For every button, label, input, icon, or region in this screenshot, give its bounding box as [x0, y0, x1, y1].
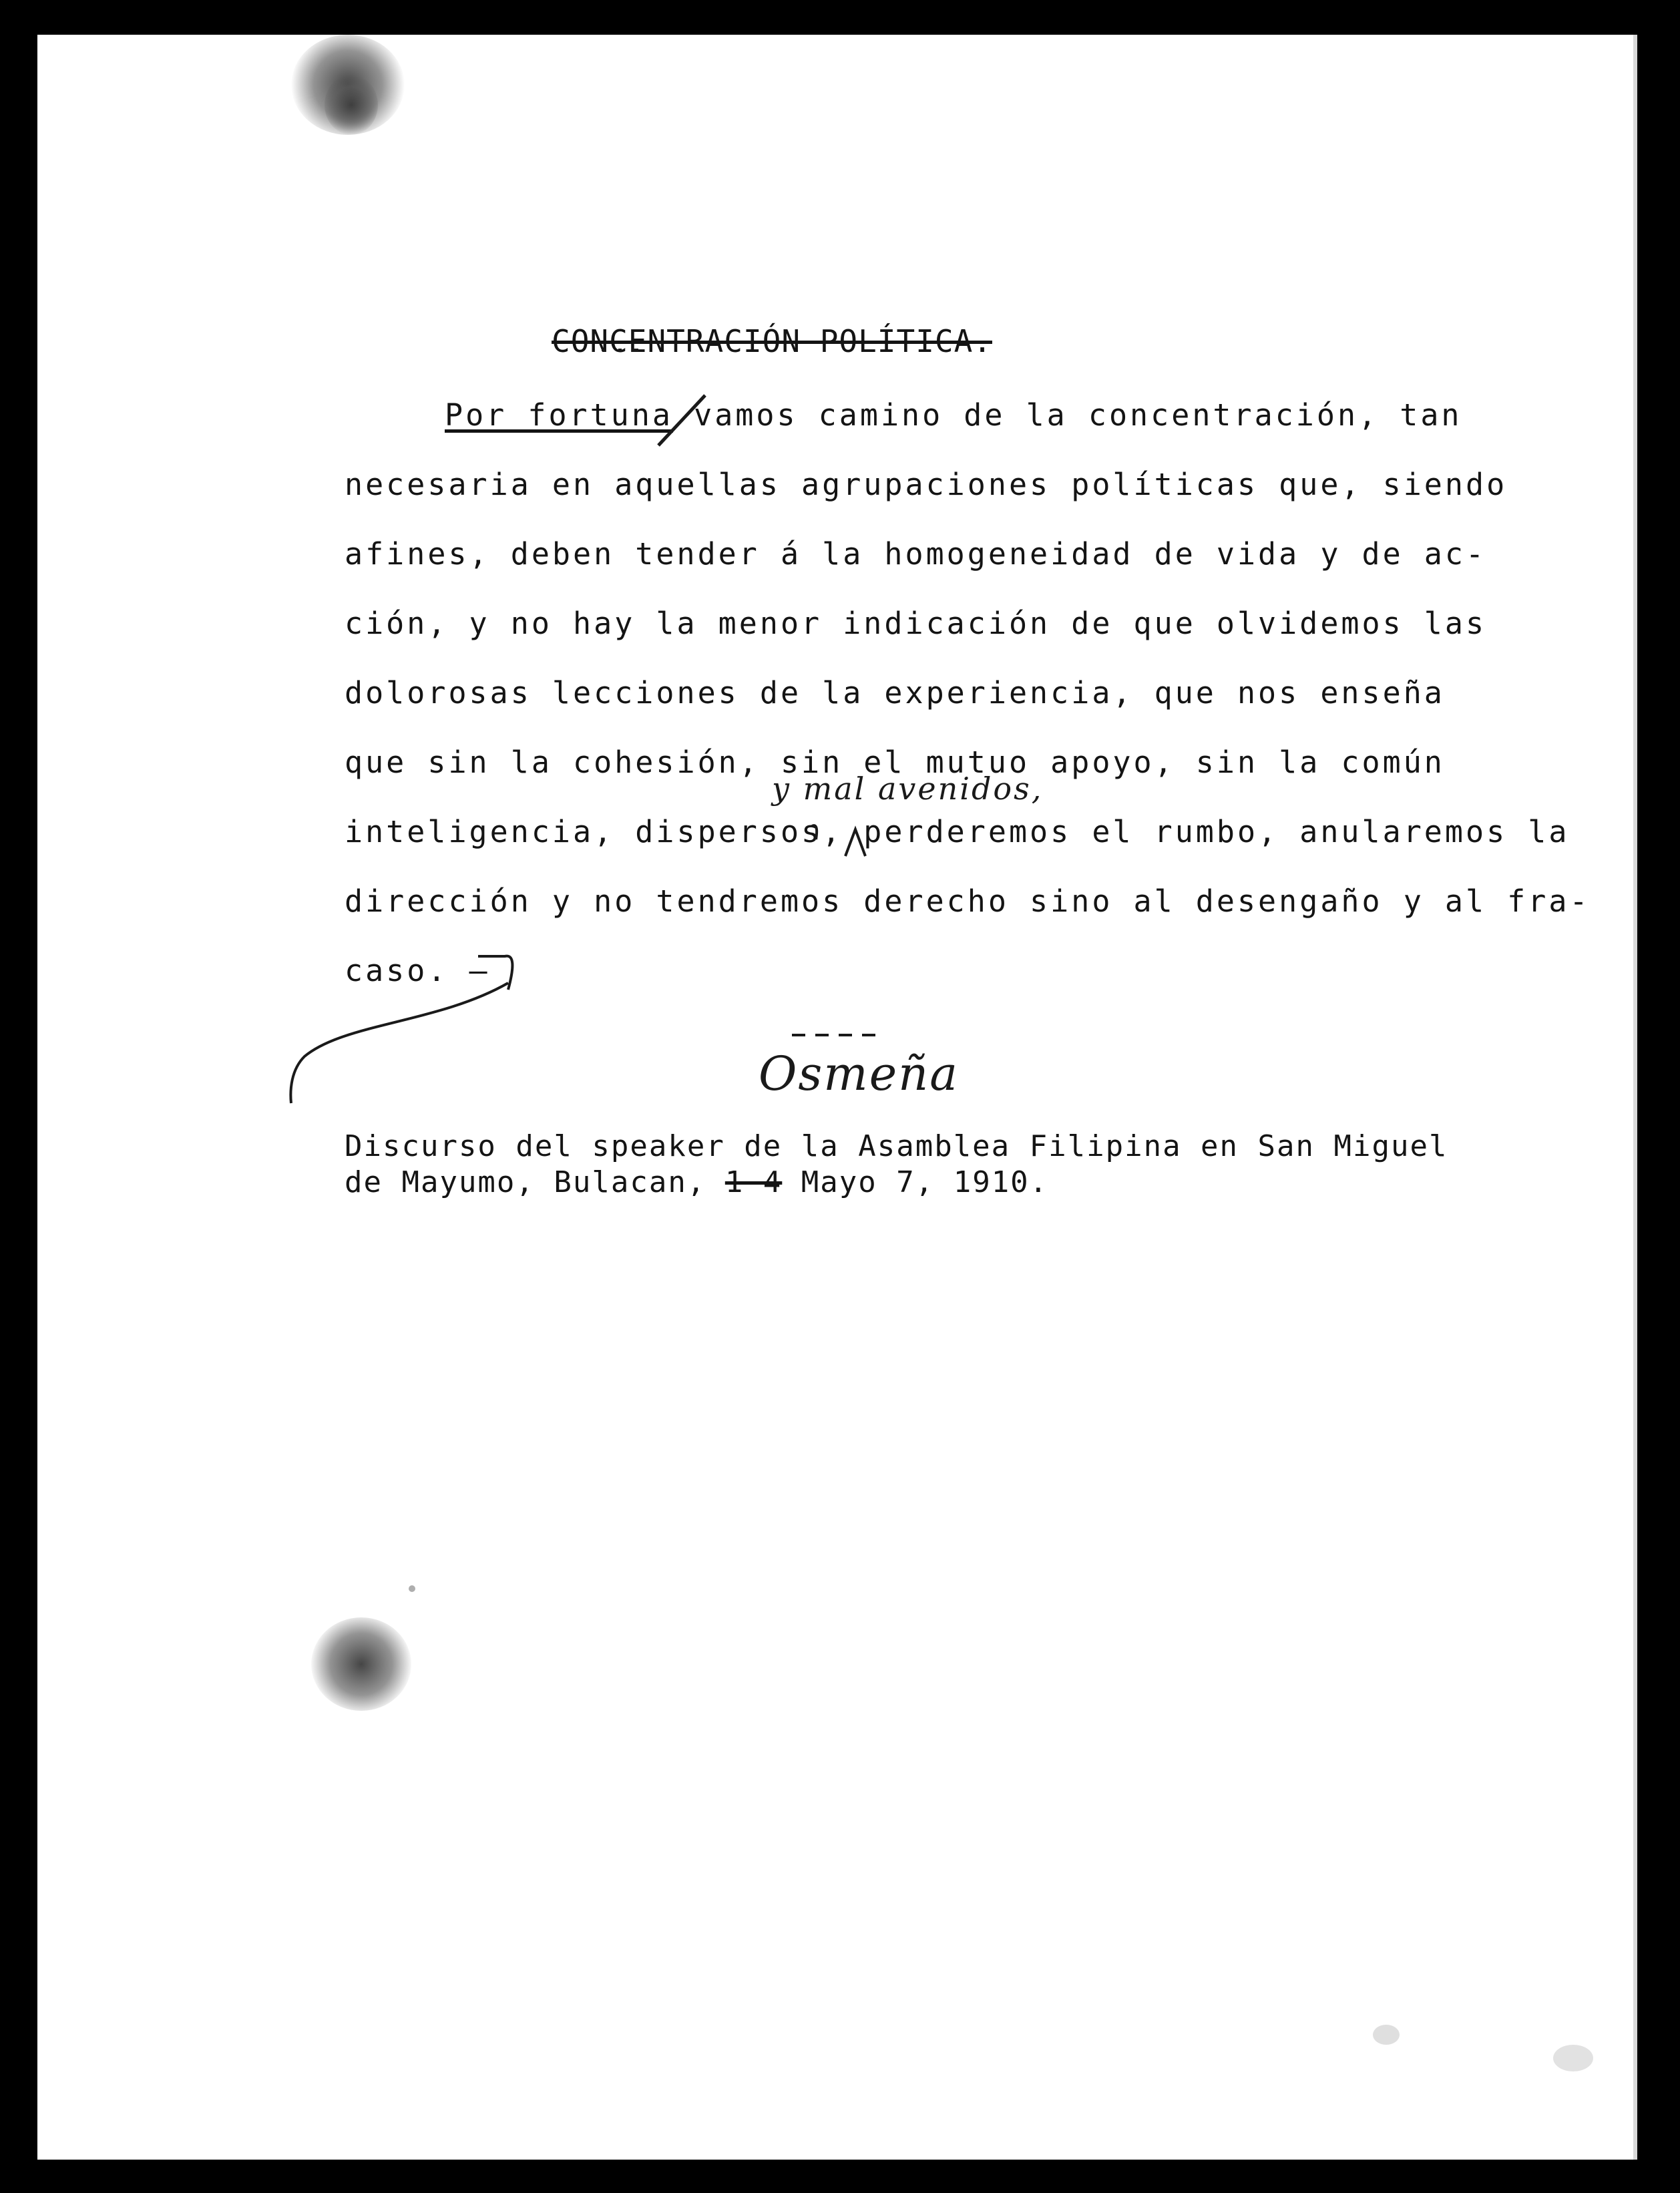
handwritten-insertion: y mal avenidos, [772, 771, 1044, 807]
footer-struck-text: 1 4 [724, 1165, 783, 1199]
signature: Osmeña [759, 1046, 959, 1101]
paper-sheet [37, 35, 1637, 2160]
paper-speckle-bottom-right [1373, 2025, 1400, 2045]
ink-smudge-top-left-drip [325, 75, 378, 135]
ink-smudge-bottom-left [311, 1617, 411, 1711]
title-struck-text: CONCENTRACIÓN POLÍTICA. [552, 323, 992, 359]
footer-line-2 [345, 1166, 1048, 1199]
footer-line-2-end: Mayo 7, 1910. [782, 1165, 1049, 1199]
struck-phrase: Por fortuna [445, 397, 674, 433]
footer-line-2-start: de Mayumo, Bulacan, [345, 1165, 725, 1199]
body-line-1-text: vamos camino de la concentración, tan [673, 397, 1462, 433]
body-line-7: inteligencia, dispersos, perderemos el rumbo, anularemos la [345, 814, 1570, 849]
body-line-2: necesaria en aquellas agrupaciones políticas que, siendo [345, 467, 1508, 502]
body-line-6: que sin la cohesión, sin el mutuo apoyo, sin la común [345, 745, 1445, 780]
document-title [552, 323, 992, 359]
body-line-9: caso. — [345, 953, 490, 988]
footer-line-1: Discurso del speaker de la Asamblea Filipina en San Miguel [345, 1129, 1448, 1163]
body-line-1 [445, 395, 1462, 435]
curved-pen-stroke [290, 983, 508, 1103]
body-line-4: ción, y no hay la menor indicación de que olvidemos las [345, 606, 1487, 641]
ink-speck [409, 1585, 415, 1592]
body-line-5: dolorosas lecciones de la experiencia, que nos enseña [345, 675, 1445, 711]
body-line-3: afines, deben tender á la homogeneidad de vida y de ac- [345, 536, 1487, 572]
paper-speckle-bottom-right-2 [1553, 2045, 1593, 2071]
body-line-8: dirección y no tendremos derecho sino al desengaño y al fra- [345, 883, 1591, 919]
